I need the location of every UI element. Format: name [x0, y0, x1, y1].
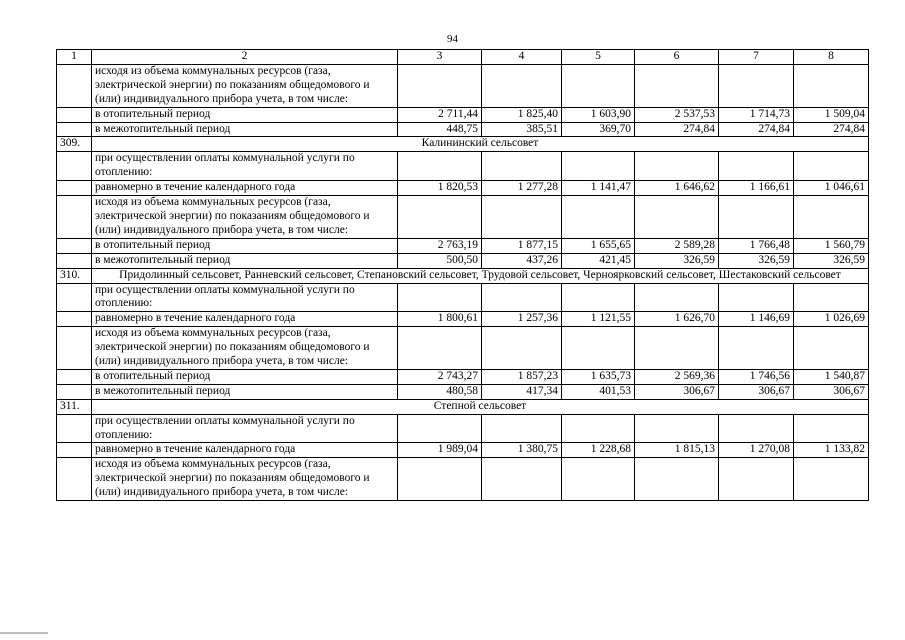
- value-cell: 1 815,13: [635, 443, 719, 458]
- value-cell: 306,67: [794, 384, 869, 399]
- table-body: [57, 64, 869, 500]
- value-cell: 1 800,61: [398, 312, 482, 327]
- value-cell: 326,59: [794, 253, 869, 268]
- value-cell: [635, 283, 719, 312]
- value-cell: [398, 327, 482, 370]
- value-cell: 1 046,61: [794, 181, 869, 196]
- row-label: исходя из объема коммунальных ресурсов (газа, электрической энергии) по показаниям общедомового и (или) индивидуального прибора учета, в том числе:: [92, 64, 398, 107]
- table-row: [57, 384, 869, 399]
- value-cell: [562, 283, 635, 312]
- column-number: 2: [92, 50, 398, 65]
- table-row: [57, 238, 869, 253]
- column-number: 4: [482, 50, 562, 65]
- value-cell: [794, 152, 869, 181]
- row-number: 310.: [57, 268, 92, 283]
- value-cell: [398, 196, 482, 239]
- value-cell: [482, 327, 562, 370]
- row-number: [57, 283, 92, 312]
- row-number: [57, 458, 92, 501]
- value-cell: [562, 327, 635, 370]
- table-row: [57, 312, 869, 327]
- column-number: 5: [562, 50, 635, 65]
- column-number: 8: [794, 50, 869, 65]
- value-cell: 500,50: [398, 253, 482, 268]
- table-row: [57, 458, 869, 501]
- value-cell: 274,84: [719, 122, 794, 137]
- table-row: [57, 122, 869, 137]
- value-cell: 1 146,69: [719, 312, 794, 327]
- row-label: в межотопительный период: [92, 384, 398, 399]
- row-number: [57, 181, 92, 196]
- row-label: в межотопительный период: [92, 253, 398, 268]
- row-number: [57, 238, 92, 253]
- value-cell: [482, 458, 562, 501]
- value-cell: [635, 196, 719, 239]
- value-cell: [635, 327, 719, 370]
- value-cell: [719, 458, 794, 501]
- row-label: равномерно в течение календарного года: [92, 443, 398, 458]
- column-number: 7: [719, 50, 794, 65]
- value-cell: 1 026,69: [794, 312, 869, 327]
- column-number: 6: [635, 50, 719, 65]
- value-cell: 1 635,73: [562, 369, 635, 384]
- value-cell: 1 540,87: [794, 369, 869, 384]
- value-cell: [562, 64, 635, 107]
- value-cell: [719, 152, 794, 181]
- value-cell: 437,26: [482, 253, 562, 268]
- table-row: [57, 107, 869, 122]
- value-cell: 274,84: [635, 122, 719, 137]
- row-number: [57, 414, 92, 443]
- value-cell: 385,51: [482, 122, 562, 137]
- row-label: в отопительный период: [92, 238, 398, 253]
- row-label: в отопительный период: [92, 107, 398, 122]
- row-label: при осуществлении оплаты коммунальной услуги по отоплению:: [92, 283, 398, 312]
- value-cell: 1 228,68: [562, 443, 635, 458]
- value-cell: 1 820,53: [398, 181, 482, 196]
- value-cell: [719, 64, 794, 107]
- value-cell: [398, 458, 482, 501]
- value-cell: 421,45: [562, 253, 635, 268]
- table-row: [57, 327, 869, 370]
- value-cell: [794, 458, 869, 501]
- value-cell: 1 857,23: [482, 369, 562, 384]
- row-number: [57, 312, 92, 327]
- value-cell: [794, 196, 869, 239]
- row-label: исходя из объема коммунальных ресурсов (газа, электрической энергии) по показаниям общедомового и (или) индивидуального прибора учета, в том числе:: [92, 458, 398, 501]
- column-number: 3: [398, 50, 482, 65]
- value-cell: 1 560,79: [794, 238, 869, 253]
- row-number: [57, 196, 92, 239]
- row-number: [57, 253, 92, 268]
- row-number: 311.: [57, 399, 92, 414]
- value-cell: [794, 64, 869, 107]
- value-cell: [398, 64, 482, 107]
- row-label: исходя из объема коммунальных ресурсов (газа, электрической энергии) по показаниям общедомового и (или) индивидуального прибора учета, в том числе:: [92, 327, 398, 370]
- value-cell: 480,58: [398, 384, 482, 399]
- row-label: исходя из объема коммунальных ресурсов (газа, электрической энергии) по показаниям общедомового и (или) индивидуального прибора учета, в том числе:: [92, 196, 398, 239]
- value-cell: 1 121,55: [562, 312, 635, 327]
- value-cell: [719, 414, 794, 443]
- value-cell: [635, 64, 719, 107]
- value-cell: 1 825,40: [482, 107, 562, 122]
- value-cell: [719, 327, 794, 370]
- value-cell: 1 646,62: [635, 181, 719, 196]
- value-cell: [635, 414, 719, 443]
- table-row: [57, 443, 869, 458]
- value-cell: 326,59: [635, 253, 719, 268]
- value-cell: 1 603,90: [562, 107, 635, 122]
- column-number: 1: [57, 50, 92, 65]
- value-cell: [482, 196, 562, 239]
- value-cell: [398, 283, 482, 312]
- table-row: [57, 369, 869, 384]
- value-cell: 306,67: [719, 384, 794, 399]
- table-row: [57, 196, 869, 239]
- row-label: в отопительный период: [92, 369, 398, 384]
- scan-edge-mark: [0, 632, 48, 634]
- table-row: [57, 414, 869, 443]
- value-cell: 1 626,70: [635, 312, 719, 327]
- row-label: при осуществлении оплаты коммунальной услуги по отоплению:: [92, 414, 398, 443]
- value-cell: 2 569,36: [635, 369, 719, 384]
- value-cell: [719, 283, 794, 312]
- value-cell: 1 141,47: [562, 181, 635, 196]
- value-cell: 2 589,28: [635, 238, 719, 253]
- value-cell: [398, 414, 482, 443]
- section-title: Калининский сельсовет: [92, 137, 869, 152]
- value-cell: 1 714,73: [719, 107, 794, 122]
- value-cell: 1 989,04: [398, 443, 482, 458]
- section-row: [57, 399, 869, 414]
- value-cell: 1 257,36: [482, 312, 562, 327]
- section-title: Придолинный сельсовет, Ранневский сельсовет, Степановский сельсовет, Трудовой сельсовет, Черноярковский сельсовет, Шестаковский сельсовет: [92, 268, 869, 283]
- value-cell: 2 711,44: [398, 107, 482, 122]
- row-number: [57, 64, 92, 107]
- row-number: [57, 122, 92, 137]
- row-label: равномерно в течение календарного года: [92, 181, 398, 196]
- value-cell: [794, 283, 869, 312]
- row-number: [57, 152, 92, 181]
- value-cell: 448,75: [398, 122, 482, 137]
- value-cell: 401,53: [562, 384, 635, 399]
- column-number-row: [57, 50, 869, 65]
- value-cell: [398, 152, 482, 181]
- row-number: [57, 327, 92, 370]
- value-cell: [562, 152, 635, 181]
- section-title: Степной сельсовет: [92, 399, 869, 414]
- value-cell: [794, 327, 869, 370]
- value-cell: 1 746,56: [719, 369, 794, 384]
- value-cell: 1 270,08: [719, 443, 794, 458]
- value-cell: [482, 152, 562, 181]
- row-number: [57, 369, 92, 384]
- row-label: равномерно в течение календарного года: [92, 312, 398, 327]
- section-row: [57, 137, 869, 152]
- value-cell: [482, 414, 562, 443]
- table-row: [57, 181, 869, 196]
- value-cell: [635, 458, 719, 501]
- value-cell: 1 380,75: [482, 443, 562, 458]
- value-cell: [635, 152, 719, 181]
- tariff-table: [56, 49, 869, 501]
- value-cell: 1 655,65: [562, 238, 635, 253]
- value-cell: 1 766,48: [719, 238, 794, 253]
- page-number: 94: [447, 33, 458, 45]
- value-cell: 2 763,19: [398, 238, 482, 253]
- value-cell: [562, 196, 635, 239]
- value-cell: 274,84: [794, 122, 869, 137]
- value-cell: 1 509,04: [794, 107, 869, 122]
- value-cell: [794, 414, 869, 443]
- value-cell: 1 133,82: [794, 443, 869, 458]
- value-cell: 2 743,27: [398, 369, 482, 384]
- value-cell: [482, 283, 562, 312]
- row-number: [57, 107, 92, 122]
- value-cell: 1 877,15: [482, 238, 562, 253]
- value-cell: 1 277,28: [482, 181, 562, 196]
- section-row: [57, 268, 869, 283]
- row-number: [57, 384, 92, 399]
- value-cell: 306,67: [635, 384, 719, 399]
- row-number: 309.: [57, 137, 92, 152]
- value-cell: 1 166,61: [719, 181, 794, 196]
- value-cell: [482, 64, 562, 107]
- table-row: [57, 152, 869, 181]
- table-row: [57, 283, 869, 312]
- row-label: в межотопительный период: [92, 122, 398, 137]
- table-row: [57, 253, 869, 268]
- value-cell: 369,70: [562, 122, 635, 137]
- row-label: при осуществлении оплаты коммунальной услуги по отоплению:: [92, 152, 398, 181]
- value-cell: 2 537,53: [635, 107, 719, 122]
- value-cell: [562, 414, 635, 443]
- value-cell: [562, 458, 635, 501]
- value-cell: [719, 196, 794, 239]
- value-cell: 326,59: [719, 253, 794, 268]
- table-row: [57, 64, 869, 107]
- value-cell: 417,34: [482, 384, 562, 399]
- row-number: [57, 443, 92, 458]
